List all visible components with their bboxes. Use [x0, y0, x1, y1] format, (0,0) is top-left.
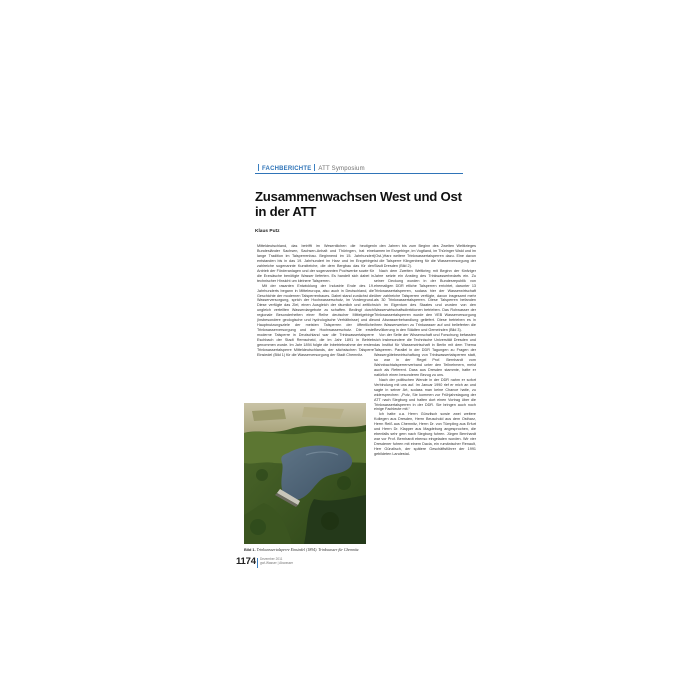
footer-journal: gwf-Wasser | Abwasser [260, 561, 294, 566]
tree-clump [321, 512, 339, 530]
paragraph: Nach der politischen Wende in der DDR nahm er sofort Verbindung mit uns auf. Im Januar 1990 rief er mich an und sagte in seiner Art, sodass man keine Chance hatte, zu widersprechen: „Putz, Sie kommen zur Frühjahrstagung der ATT nach Siegburg und halten dort einen Vortrag über die Trinkwassertalsperren in der DDR. Sie bringen auch noch einige Fachleute mit.“ [374, 377, 476, 412]
rubric-separator [314, 164, 315, 171]
tree-clump [337, 476, 351, 490]
section-rubric [255, 164, 365, 172]
rubric-bar [258, 164, 259, 171]
footer-bar [257, 558, 258, 568]
footer-date: Dezember 2011 [260, 557, 283, 561]
article-title: Zusammenwachsen West und Ost in der ATT [255, 189, 462, 219]
header-rule [255, 173, 463, 174]
subsection-label: ATT Symposium [318, 166, 365, 172]
reservoir-aerial-photo [244, 403, 366, 544]
figure-caption-text: Trinkwassertalsperre Einsiedel (1894). Trinkwasser für Chemnitz [256, 548, 359, 552]
paragraph: Von der Seite der Wissenschaft und Forschung befassten sich insbesondere die Technische Universität Dresden und das Institut für Wasserwirtschaft in Berlin mit dem Thema Talsperren. Parallel in der DDR Tagungen zu Fragen der Wassergütebewirtschaftung von Trinkwassertalsperren statt, so war in der Regel Prof. Bernhardt vom Wahnbachtalsperrenverband unter den Teilnehmern, meist auch als Referent. Dass aus Dresden stammte, hatte er natürlich einen besonderen Bezug zu uns. [374, 333, 476, 377]
field-patch [302, 407, 344, 419]
text-column-2 [374, 244, 476, 554]
figure-label: Bild 1. [244, 547, 256, 552]
text-column-1 [257, 244, 374, 401]
paragraph: Nach dem Zweiten Weltkrieg mit Beginn der fünfziger Jahre setzte ein Anstieg des Trinkwasserbedarfs ein. Zu seiner Deckung wurden in der Bundesrepublik von ehemaligen DDR etliche Talsperren errichtet, darunter 13 Trinkwassertalsperren, sodass hier der Wasserwirtschaft über zahlreiche Talsperren verfügte, davon insgesamt mehr als 30 Trinkwassertalsperren. Diese Talsperren befanden sich im Eigentum des Staates und wurden von den Wasserwirtschaftsdirektionen betrieben. Das Rohwasser der Trinkwassertalsperren wurde den VEB Wasserversorgung und Abwasserbehandlung geliefert. Diese betrieben es in ihren Wasserwerken zu Trinkwasser auf und belieferten die Bevölkerung in den Städten und Gemeinden (Bild 3). [374, 268, 476, 333]
paragraph: In den Jahren bis zum Beginn des Zweiten Weltkrieges kamen im Erzgebirge, im Vogtland, im Thüringer Wald und im (Ost-)Harz weitere Trinkwassertalsperren dazu. Eine davon ist die Talsperre Klingenberg für die Wasserversorgung der Stadt Dresden (Bild 2). [374, 244, 476, 268]
section-label: FACHBERICHTE [262, 166, 312, 172]
figure-caption [244, 547, 374, 553]
article-author: Klaus Putz [255, 229, 280, 234]
footer-meta [260, 557, 293, 565]
tree-clump [250, 519, 266, 535]
paragraph: Mitteldeutschland, das betrifft im Wesentlichen die heutigen Bundesländer Sachsen, Sachsen-Anhalt und Thüringen, hat eine lange Tradition im Talsperrenbau. Beginnend im 15. Jahrhundert entstanden bis in das 19. Jahrhundert im Harz und im Erzgebirge zahlreiche sogenannte Kunstteiche, die dem Bergbau das für den Antrieb der Förderanlagen und der sogenannten Pochwerke sowie für die Erzwäsche benötigte Wasser lieferten. Es handelt sich dabei in technischer Hinsicht um kleinere Talsperren. [257, 244, 374, 283]
tree-clump [256, 469, 268, 481]
field-patch [252, 409, 286, 421]
paragraph: Mit der rasanten Entwicklung der Industrie Ende des 19. Jahrhunderts begann in Mitteleuropa, also auch in Deutschland, die Geschichte der modernen Talsperrenbaues. Dabei stand zunächst die Wasserversorgung, sprich der Hochwasserschutz, im Vordergrund. Diese verfügte das Ziel, einen Ausgleich der räumlich und zeitlich ungleich verteilten Wasserdargebote zu schaffen. Bedingt durch regionale Besonderheiten einer Reihe deutscher Mittelgebirge (insbesondere geologische und hydrologische Verhältnisse) und die Hauptnutzungsziele der meisten Talsperren der öffentliche Trinkwasserversorgung und der Hochwasserschutz. Die erste moderne Talsperre in Deutschland war die Trinkwassertalsperre Eschbach der Stadt Remscheid, die im Jahr 1891 in Betrieb genommen wurde. Im Jahr 1894 folgte die Inbetriebnahme der ersten Trinkwassertalsperre Mitteldeutschlands, der sächsischen Talsperre Einsiedel (Bild 1) für die Wasserversorgung der Stadt Chemnitz. [257, 283, 374, 357]
paragraph: Ich hatte u.a. Herrn Günzlisch sowie zwei weitere Kollegen aus Dresden, Herrn Beuschold aus dem Ostharz, Herrn Reiß aus Chemnitz, Herrn Dr. von Tümpling aus Erfurt und Herrn Dr. Klapper aus Magdeburg angesprochen, die ebenfalls sehr gern nach Siegburg fuhren. Jürgen Bernhardt war vor Prof. Bernhardt ebenso eingeladen worden. Wir vier Dresdener fuhren mit einem Dacia, ein rumänischer Renault, Herr Günzlisch, der spätere Geschäftsführer der 1991 gebildeten Landestal- [374, 412, 476, 457]
page-number: 1174 [236, 556, 256, 567]
